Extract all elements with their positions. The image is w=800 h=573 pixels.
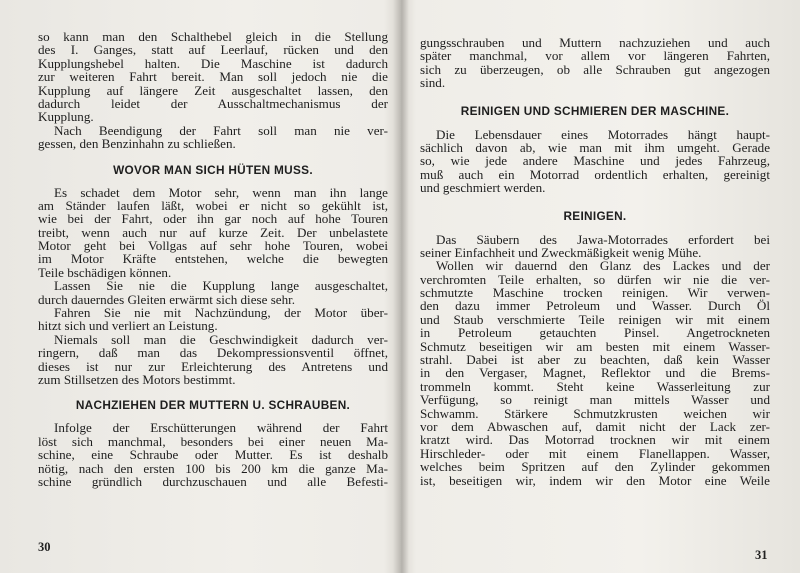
right-block-3 — [420, 233, 770, 487]
text-line: Hirschleder- oder mit einem Flanellappen. Wasser, — [420, 445, 770, 461]
text-line: Motor geht bei Vollgas auf sehr hohe Touren, wobei — [38, 238, 388, 254]
text-line: seiner Einfachheit und Zweckmäßigkeit wenig Mühe. — [420, 244, 702, 260]
text-line: ist, beseitigen wir, indem wir den Motor eine Weile — [420, 472, 770, 488]
text-line: des I. Ganges, statt auf Leerlauf, rücken und den — [38, 42, 388, 58]
text-line: Verfügung, so reinigt man mittels Wasser und — [420, 392, 770, 408]
text-line: trommeln kommt. Steht keine Wasserleitung zur — [420, 378, 770, 394]
text-line: gessen, den Benzinhahn zu schließen. — [38, 136, 236, 152]
text-line: ringern, daß man das Dekompressionsventil öffnet, — [38, 345, 388, 361]
text-line: Infolge der Erschütterungen während der Fahrt — [54, 420, 388, 436]
text-line: den dazu immer Petroleum und Wasser. Durch Öl — [420, 298, 770, 314]
text-line: dieses ist nur zur Erleichterung des Antretens und — [38, 358, 388, 374]
text-line: und geschmiert werden. — [420, 180, 546, 196]
text-line: Das Säubern des Jawa-Motorrades erfordert bei — [436, 231, 770, 247]
text-line: löst sich manchmal, besonders bei einer neuen Ma- — [38, 433, 388, 449]
text-line: später manchmal, vor allem vor längeren Fahrten, — [420, 48, 770, 64]
text-line: dadurch leidet der Ausschaltmechanismus der — [38, 95, 388, 111]
text-line: in den Vergaser, Magnet, Reflektor und die Brems- — [420, 365, 770, 381]
text-line: in Petroleum getauchten Pinsel. Angetrockneten — [420, 325, 770, 341]
text-line: Die Lebensdauer eines Motorrades hängt haupt- — [436, 126, 770, 142]
section-heading: REINIGEN. — [563, 208, 627, 223]
text-line: Schmutz beseitigen wir am besten mit einem Wasser- — [420, 338, 770, 354]
section-heading: REINIGEN UND SCHMIEREN DER MASCHINE. — [460, 103, 730, 118]
section-heading: NACHZIEHEN DER MUTTERN U. SCHRAUBEN. — [75, 398, 351, 413]
text-line: Schwamm. Stärkere Schmutzkrusten weichen wir — [420, 405, 770, 421]
text-line: und Staub verschmierte Teile reinigen wir mit einem — [420, 311, 770, 327]
text-line: kratzt wird. Das Motorrad trocknen wir mit einem — [420, 432, 770, 448]
text-line: sich zu überzeugen, ob alle Schrauben gut angezogen — [420, 61, 770, 77]
right-block-2 — [420, 128, 770, 195]
text-line: schine, eine Schraube oder Mutter. Es ist deshalb — [38, 447, 388, 463]
text-line: schine gründlich durchzuschauen und alle Befesti- — [38, 473, 388, 489]
text-line: sind. — [420, 75, 446, 91]
text-line: zur weiteren Fahrt bereit. Man soll jedoch nie die — [38, 69, 388, 85]
text-line: Es schadet dem Motor sehr, wenn man ihn lange — [54, 184, 388, 200]
text-line: Niemals soll man die Geschwindigkeit dadurch ver- — [54, 331, 388, 347]
text-line: nötig, nach den ersten 100 bis 200 km die ganze Ma- — [38, 460, 388, 476]
text-line: Kupplung auf längere Zeit ausgeschaltet lassen, den — [38, 82, 388, 98]
text-line: so kann man den Schalthebel gleich in die Stellung — [38, 29, 388, 44]
text-line: Kupplungshebel halten. Die Maschine ist dadurch — [38, 55, 388, 71]
text-line: schmutzte Maschine trocken reinigen. Wir verwen- — [420, 285, 770, 301]
text-line: Teile bschädigen können. — [38, 264, 172, 280]
text-line: Wollen wir dauernd den Glanz des Lackes und der — [436, 258, 770, 274]
left-block-1 — [38, 30, 388, 151]
text-line: Lassen Sie nie die Kupplung lange ausgeschaltet, — [54, 278, 388, 294]
text-line: so, wie jede andere Maschine und jedes Fahrzeug, — [420, 153, 770, 169]
text-line: im Motor Kräfte entstehen, welche die bewegten — [38, 251, 388, 267]
text-line: hitzt sich und verliert an Leistung. — [38, 318, 218, 334]
page-number-right: 31 — [755, 548, 768, 562]
left-block-3 — [38, 421, 388, 488]
text-line: welches beim Spritzen auf den Zylinder gekommen — [420, 459, 770, 475]
text-line: vor dem Abwaschen auf, damit nicht der Lack zer- — [420, 418, 770, 434]
left-page — [38, 30, 388, 488]
text-line: verchromten Teile erhalten, so dürfen wir nie die ver- — [420, 271, 770, 287]
text-line: durch dauerndes Gleiten erwärmt sich diese sehr. — [38, 291, 296, 307]
page-number-left: 30 — [38, 540, 51, 554]
text-line: Nach Beendigung der Fahrt soll man nie ver- — [54, 122, 388, 138]
book-gutter — [393, 0, 409, 573]
right-page — [420, 36, 770, 487]
text-line: strahl. Dabei ist aber zu beachten, daß kein Wasser — [420, 352, 770, 368]
text-line: Fahren Sie nie mit Nachzündung, der Motor über- — [54, 305, 388, 321]
text-line: muß auch ein Motorrad ordentlich erhalten, gereinigt — [420, 166, 770, 182]
left-block-2 — [38, 186, 388, 387]
text-line: am Ständer laufen läßt, wobei er nicht so gekühlt ist, — [38, 197, 388, 213]
text-line: wie bei der Fahrt, oder ihn gar noch auf hohe Touren — [38, 211, 388, 227]
section-heading: WOVOR MAN SICH HÜTEN MUSS. — [113, 162, 313, 177]
text-line: sächlich davon ab, wie man mit ihm umgeht. Gerade — [420, 139, 770, 155]
right-block-1 — [420, 36, 770, 90]
text-line: gungsschrauben und Muttern nachzuziehen und auch — [420, 35, 770, 50]
text-line: Kupplung. — [38, 109, 94, 125]
text-line: zum Stillsetzen des Motors bestimmt. — [38, 371, 236, 387]
text-line: treibt, wenn auch nur auf kurze Zeit. Der unbelastete — [38, 224, 388, 240]
